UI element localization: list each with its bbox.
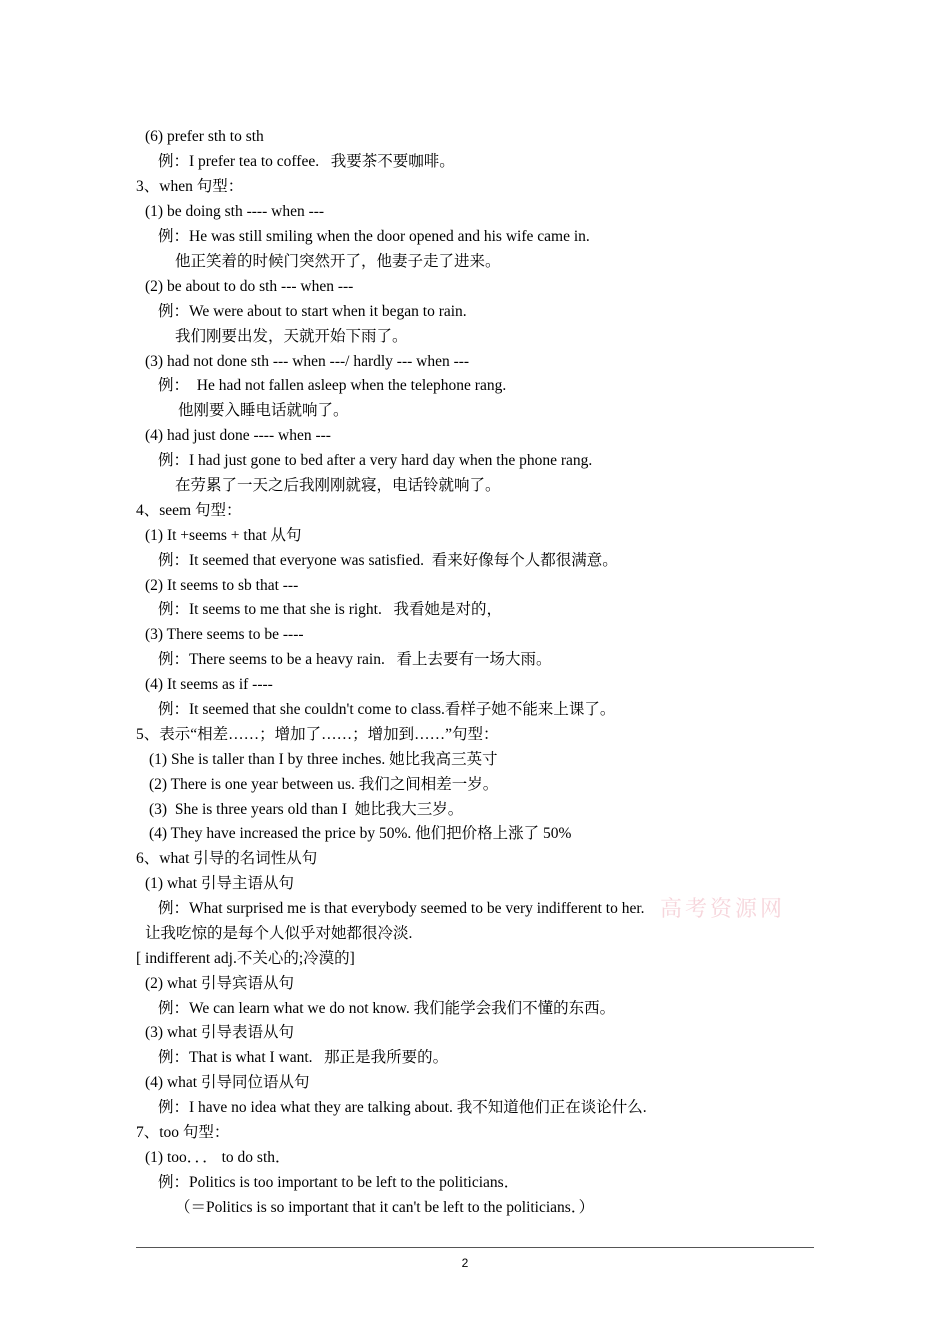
text-line: 在劳累了一天之后我刚刚就寝，电话铃就响了。 bbox=[175, 477, 501, 494]
text-line: 例：We can learn what we do not know. 我们能学会我们不懂的东西。 bbox=[158, 1000, 616, 1017]
text-line: (1) She is taller than I by three inches. 她比我高三英寸 bbox=[149, 751, 498, 768]
text-line: 例：There seems to be a heavy rain. 看上去要有一场大雨。 bbox=[158, 651, 552, 668]
section-heading: 7、too 句型： bbox=[136, 1124, 230, 1141]
footer-divider bbox=[136, 1247, 814, 1248]
text-line: 例：That is what I want. 那正是我所要的。 bbox=[158, 1049, 449, 1066]
text-line: 让我吃惊的是每个人似乎对她都很冷淡. bbox=[145, 925, 413, 942]
section-heading: 4、seem 句型： bbox=[136, 502, 242, 519]
text-line: (6) prefer sth to sth bbox=[145, 128, 264, 145]
text-line: 我们刚要出发，天就开始下雨了。 bbox=[175, 328, 408, 345]
text-line: (1) what 引导主语从句 bbox=[145, 875, 294, 892]
text-line: (3) had not done sth --- when ---/ hardly --- when --- bbox=[145, 353, 470, 370]
text-line: (3) She is three years old than I 她比我大三岁。 bbox=[149, 801, 464, 818]
section-heading: 6、what 引导的名词性从句 bbox=[136, 850, 318, 867]
text-line: 例：I have no idea what they are talking about. 我不知道他们正在谈论什么. bbox=[158, 1099, 647, 1116]
text-line: 例：I had just gone to bed after a very hard day when the phone rang. bbox=[158, 452, 593, 469]
text-line: (2) what 引导宾语从句 bbox=[145, 975, 294, 992]
text-line: 例：Politics is too important to be left to the politicians． bbox=[158, 1174, 520, 1191]
text-line: (4) They have increased the price by 50%. 他们把价格上涨了 50% bbox=[149, 825, 572, 842]
text-line: 例：What surprised me is that everybody seemed to be very indifferent to her. bbox=[158, 900, 645, 917]
text-line: (4) It seems as if ---- bbox=[145, 676, 273, 693]
text-line: (4) had just done ---- when --- bbox=[145, 427, 331, 444]
text-line: 例：It seems to me that she is right. 我看她是对的， bbox=[158, 601, 502, 618]
text-line: (4) what 引导同位语从句 bbox=[145, 1074, 310, 1091]
text-line: (2) It seems to sb that --- bbox=[145, 577, 299, 594]
text-line: 例：We were about to start when it began to rain. bbox=[158, 303, 467, 320]
section-heading: 5、表示“相差……；增加了……；增加到……”句型： bbox=[136, 726, 499, 743]
text-line: (3) There seems to be ---- bbox=[145, 626, 304, 643]
section-heading: 3、when 句型： bbox=[136, 178, 244, 195]
text-line: (1) It +seems + that 从句 bbox=[145, 527, 302, 544]
text-line: [ indifferent adj.不关心的;冷漠的] bbox=[136, 950, 355, 967]
text-line: 他正笑着的时候门突然开了，他妻子走了进来。 bbox=[175, 253, 501, 270]
text-line: 例： He had not fallen asleep when the telephone rang. bbox=[158, 377, 507, 394]
text-line: (1) be doing sth ---- when --- bbox=[145, 203, 325, 220]
text-line: 例：It seemed that she couldn't come to class.看样子她不能来上课了。 bbox=[158, 701, 616, 718]
text-line: (3) what 引导表语从句 bbox=[145, 1024, 294, 1041]
text-line: （＝Politics is so important that it can't be left to the politicians．） bbox=[175, 1199, 595, 1216]
text-line: (2) be about to do sth --- when --- bbox=[145, 278, 354, 295]
page-number: 2 bbox=[461, 1256, 469, 1270]
text-line: 例：I prefer tea to coffee. 我要茶不要咖啡。 bbox=[158, 153, 455, 170]
text-line: (1) too．．． to do sth． bbox=[145, 1149, 291, 1166]
watermark: 高考资源网 bbox=[660, 897, 786, 922]
text-line: 例：He was still smiling when the door opened and his wife came in. bbox=[158, 228, 590, 245]
text-line: 例：It seemed that everyone was satisfied. 看来好像每个人都很满意。 bbox=[158, 552, 618, 569]
text-line: 他刚要入睡电话就响了。 bbox=[178, 402, 349, 419]
text-line: (2) There is one year between us. 我们之间相差一岁。 bbox=[149, 776, 499, 793]
